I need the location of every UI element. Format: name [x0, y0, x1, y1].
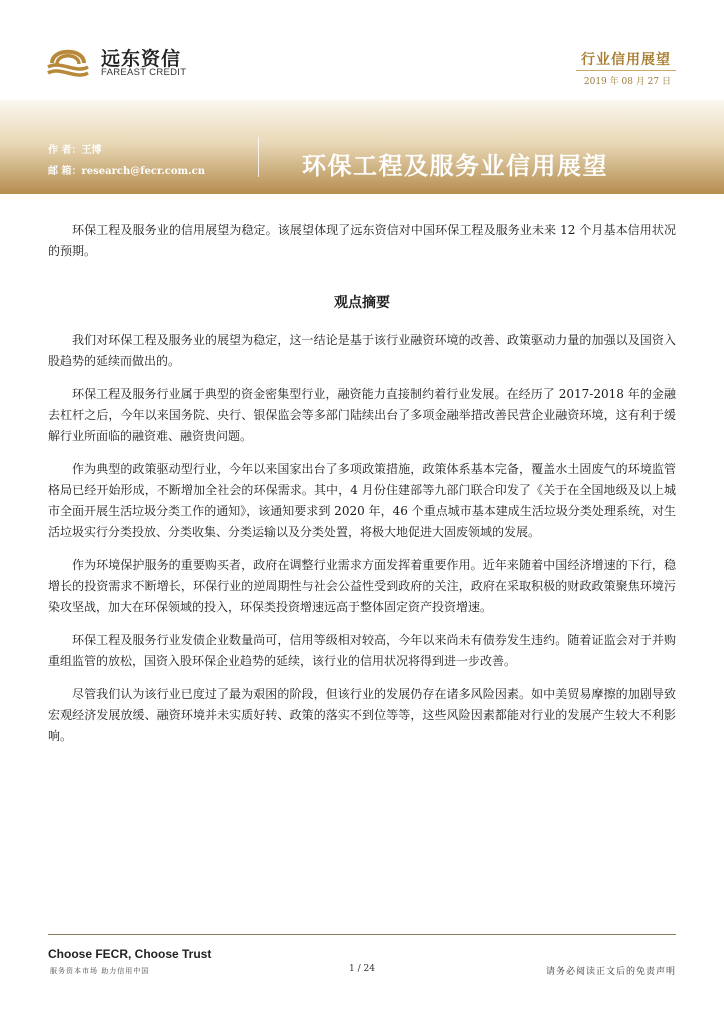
report-date: 2019 年 08 月 27 日: [583, 77, 671, 87]
banner-divider: [258, 137, 259, 177]
body-paragraph: 作为环境保护服务的重要购买者，政府在调整行业需求方面发挥着重要作用。近年来随着中国经济增速的下行，稳增长的投资需求不断增长，环保行业的逆周期性与社会公益性受到政府的关注，政府在采取积极的财政政策聚焦环境污染攻坚战，加大在环保领域的投入，环保类投资增速远高于整体固定资产投资增速。: [48, 558, 676, 614]
fareast-logo-icon: [44, 40, 92, 80]
page-number: 1 / 24: [349, 964, 375, 974]
footer-slogan: Choose FECR, Choose Trust: [48, 947, 212, 961]
body-paragraph: 尽管我们认为该行业已度过了最为艰困的阶段，但该行业的发展仍存在诸多风险因素。如中美贸易摩擦的加剧导致宏观经济发展放缓、融资环境并未实质好转、政策的落实不到位等等，这些风险因素都能对行业的发展产生较大不利影响。: [48, 687, 676, 743]
brand-name-cn: 远东资信: [101, 48, 182, 70]
report-type: 行业信用展望: [581, 52, 671, 68]
body-paragraph: 作为典型的政策驱动型行业，今年以来国家出台了多项政策措施，政策体系基本完备，覆盖水土固废气的环境监管格局已经开始形成，不断增加全社会的环保需求。其中，4 月份住建部等九部门联合印发了《关于在全国地级及以上城市全面开展生活垃圾分类工作的通知》，该通知要求到 2020 年，46 个重点城市基本建成生活垃圾分类处理系统，对生活垃圾实行分类投放、分类收集、分类运输以及分类处置，将极大地促进大固废领域的发展。: [48, 462, 676, 539]
section-heading: 观点摘要: [334, 295, 390, 311]
disclaimer-note: 请务必阅读正文后的免责声明: [545, 967, 676, 977]
footer-sub-slogan: 服务资本市场 助力信用中国: [50, 967, 150, 975]
body-paragraph: 环保工程及服务行业属于典型的资金密集型行业，融资能力直接制约着行业发展。在经历了 2017-2018 年的金融去杠杆之后，今年以来国务院、央行、银保监会等多部门陆续出台了多项金融举措改善民营企业融资环境，这有利于缓解行业所面临的融资难、融资贵问题。: [48, 387, 676, 443]
company-logo: [44, 40, 214, 80]
intro-paragraph: 环保工程及服务业的信用展望为稳定。该展望体现了远东资信对中国环保工程及服务业未来 12 个月基本信用状况的预期。: [48, 223, 676, 258]
body-paragraph: 我们对环保工程及服务业的展望为稳定，这一结论是基于该行业融资环境的改善、政策驱动力量的加强以及国资入股趋势的延续而做出的。: [48, 333, 676, 368]
footer-rule: [48, 934, 676, 935]
brand-name-en: FAREAST CREDIT: [101, 67, 187, 78]
header-rule: [576, 70, 676, 71]
author-line: 作 者：王博: [48, 145, 102, 156]
body-paragraph: 环保工程及服务行业发债企业数量尚可，信用等级相对较高，今年以来尚未有债券发生违约。随着证监会对于并购重组监管的放松，国资入股环保企业趋势的延续，该行业的信用状况将得到进一步改善。: [48, 633, 676, 668]
report-body: [48, 220, 676, 759]
report-title: 环保工程及服务业信用展望: [302, 152, 608, 180]
email-line: 邮 箱：research@fecr.com.cn: [48, 166, 205, 177]
